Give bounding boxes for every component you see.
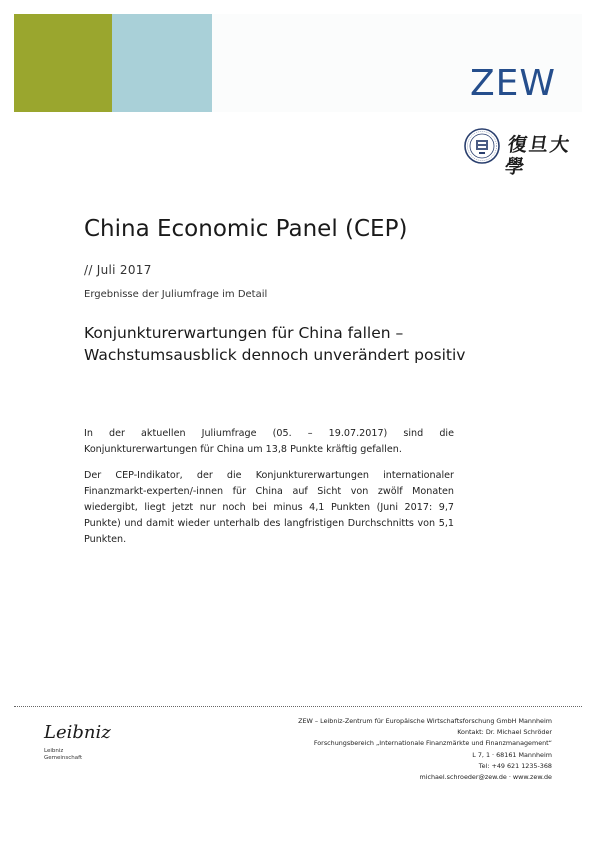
- header-green-block: [14, 14, 112, 112]
- zew-logo: ZEW: [469, 63, 556, 104]
- footer-contact-block: [232, 716, 552, 783]
- leibniz-sub-text: Leibniz Gemeinschaft: [44, 748, 83, 761]
- headline: Konjunkturerwartungen für China fallen – Wachstumsausblick dennoch unverändert positiv: [84, 324, 466, 364]
- date-line: // Juli 2017: [84, 263, 152, 277]
- footer-institution: ZEW – Leibniz-Zentrum für Europäische Wirtschaftsforschung GmbH Mannheim: [298, 717, 552, 725]
- fudan-university-seal-icon: [464, 128, 500, 164]
- footer-divider: [14, 706, 582, 707]
- footer-contact-person: Kontakt: Dr. Michael Schröder: [457, 728, 552, 737]
- page-title: China Economic Panel (CEP): [84, 216, 408, 242]
- footer-address: L 7, 1 · 68161 Mannheim: [472, 750, 552, 759]
- footer-department: Forschungsbereich „Internationale Finanzmärkte und Finanzmanagement“: [313, 739, 552, 748]
- subtitle: Ergebnisse der Juliumfrage im Detail: [84, 289, 268, 300]
- body-paragraph-2: Der CEP-Indikator, der die Konjunkturerwartungen internationaler Finanzmarkt-experten/-innen für China auf Sicht von zwölf Monaten wiedergibt, liegt jetzt nur noch bei minus 4,1 Punkten (Juni 2017: 9,7 Punkte) und damit wieder unterhalb des langfristigen Durchschnitts von 5,1 Punkten.: [84, 470, 454, 545]
- body-text: [84, 426, 454, 558]
- fudan-calligraphy: 復旦大學: [503, 134, 573, 178]
- header-blue-block: [112, 14, 212, 112]
- leibniz-logo: [40, 722, 111, 770]
- leibniz-script-text: Leibniz: [44, 722, 111, 743]
- footer-email-web[interactable]: michael.schroeder@zew.de · www.zew.de: [419, 773, 552, 782]
- footer-phone: Tel: +49 621 1235-368: [478, 761, 552, 770]
- body-paragraph-1: In der aktuellen Juliumfrage (05. – 19.07.2017) sind die Konjunkturerwartungen für China um 13,8 Punkte kräftig gefallen.: [84, 428, 454, 455]
